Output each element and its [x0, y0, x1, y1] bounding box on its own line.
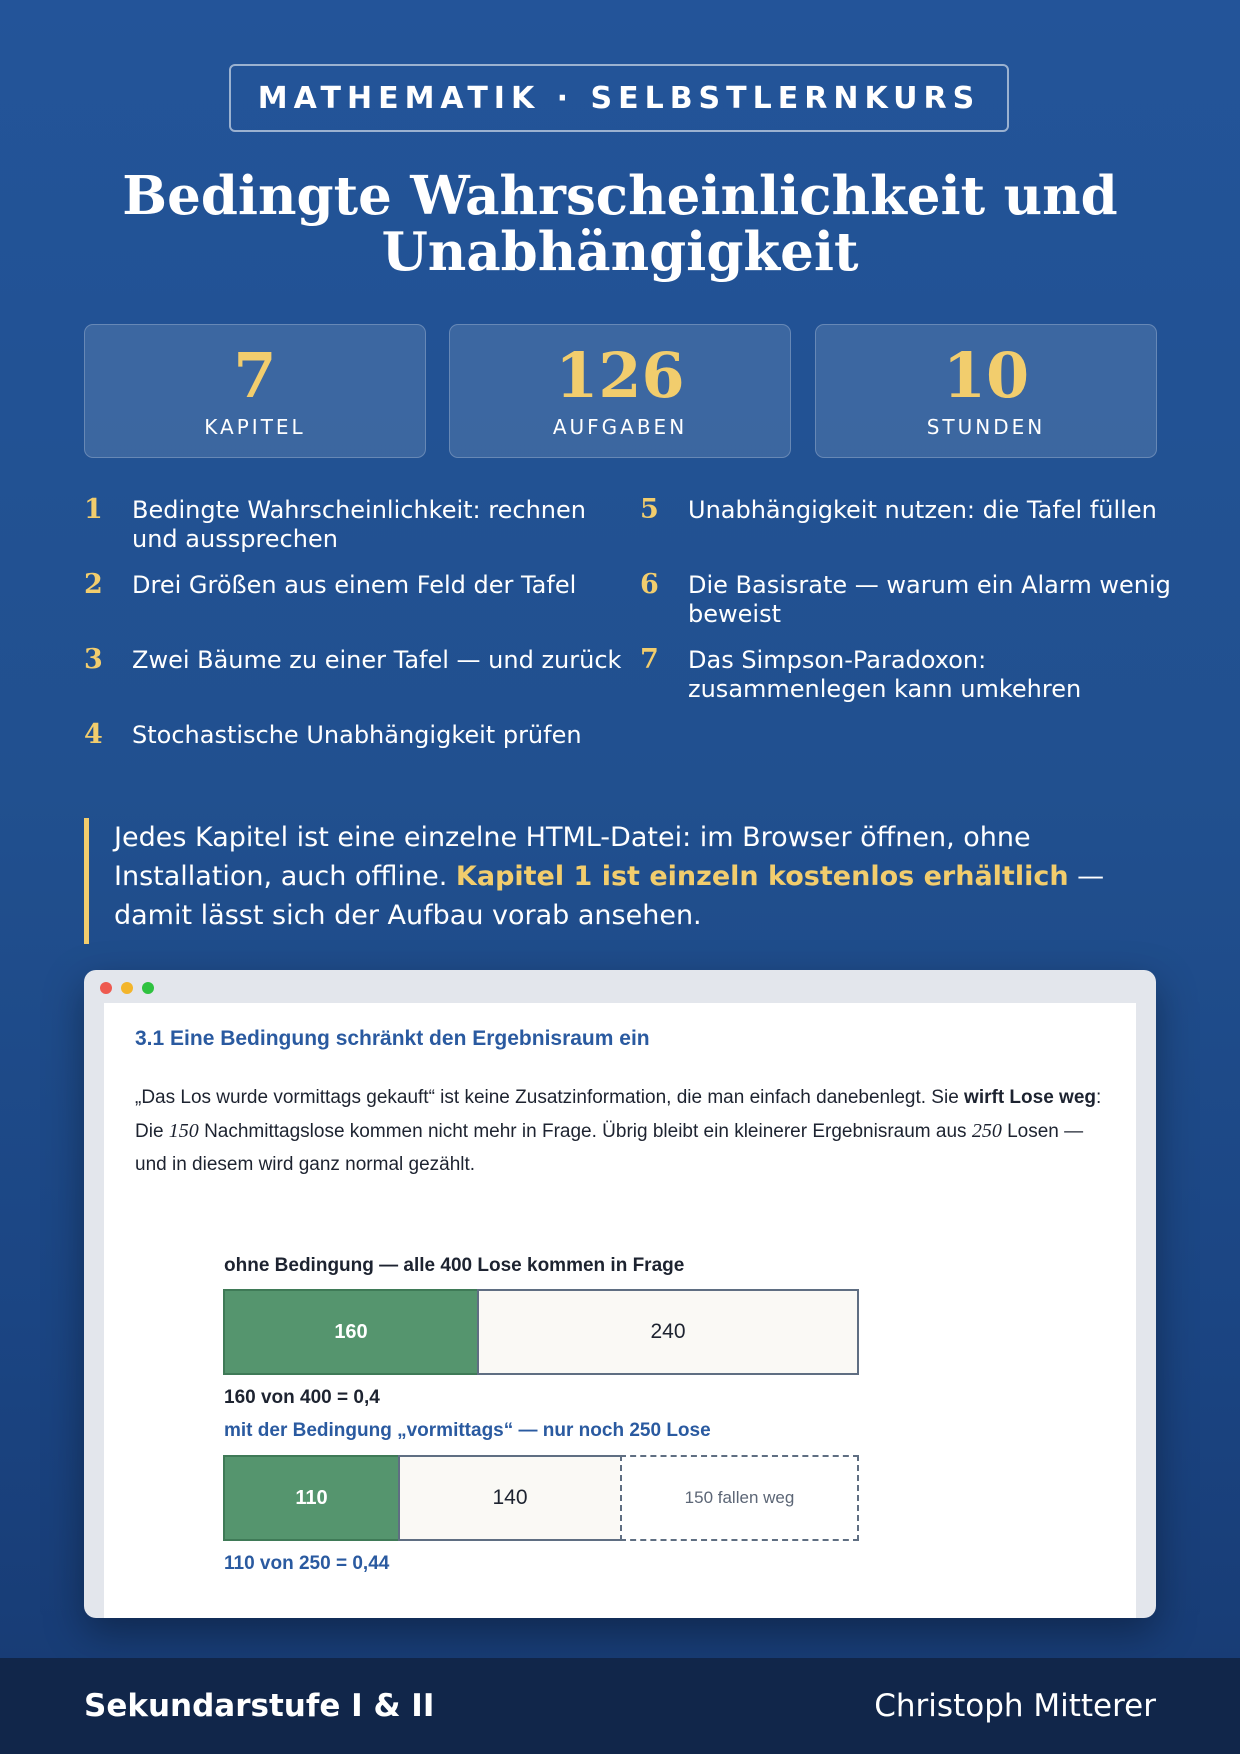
chapter-number: 2	[84, 569, 103, 600]
body-number: 150	[168, 1119, 199, 1142]
chapter-number: 5	[640, 494, 659, 525]
bar-segment-afternoon: 240	[477, 1289, 859, 1375]
body-text: Nachmittagslose kommen nicht mehr in Frage. Übrig bleibt ein kleinerer Ergebnisraum aus	[198, 1120, 972, 1142]
stat-exercises-number: 126	[555, 339, 685, 412]
section-title: 3.1 Eine Bedingung schränkt den Ergebnisraum ein	[135, 1027, 650, 1050]
format-note	[84, 818, 1144, 944]
chapter-number: 7	[640, 644, 659, 675]
stat-chapters-number: 7	[233, 339, 277, 412]
stat-chapters	[84, 324, 426, 458]
stat-hours	[815, 324, 1157, 458]
chapter-title: Drei Größen aus einem Feld der Tafel	[132, 571, 577, 599]
minimize-dot-icon	[121, 982, 133, 994]
stat-exercises-label: AUFGABEN	[552, 415, 688, 439]
close-dot-icon	[100, 982, 112, 994]
note-text: Jedes Kapitel ist eine einzelne HTML-Datei: im Browser öffnen, ohne Installation, auch offline.	[114, 822, 1031, 892]
bar-segment-morning: 160	[223, 1289, 479, 1375]
note-highlight: Kapitel 1 ist einzeln kostenlos erhältlich	[455, 861, 1069, 892]
preview-page	[104, 1003, 1136, 1618]
chapter-title: Die Basisrate — warum ein Alarm wenig beweist	[688, 571, 1171, 628]
page-title: Bedingte Wahrscheinlichkeit und Unabhängigkeit	[122, 165, 1118, 283]
body-number: 250	[971, 1119, 1002, 1142]
diagram-caption-conditioned: mit der Bedingung „vormittags“ — nur noch 250 Lose	[224, 1420, 711, 1441]
body-text: Losen — und in diesem wird ganz normal gezählt.	[135, 1120, 1084, 1175]
chapter-title: Unabhängigkeit nutzen: die Tafel füllen	[688, 496, 1157, 524]
chapter-title: Bedingte Wahrscheinlichkeit: rechnen und aussprechen	[132, 496, 586, 553]
maximize-dot-icon	[142, 982, 154, 994]
footer	[0, 1658, 1240, 1754]
browser-preview	[84, 970, 1156, 1618]
chapter-title: Stochastische Unabhängigkeit prüfen	[132, 721, 582, 749]
footer-author: Christoph Mitterer	[874, 1688, 1156, 1724]
body-text: : Die	[135, 1087, 1102, 1142]
chapter-number: 6	[640, 569, 659, 600]
chapter-title: Das Simpson-Paradoxon: zusammenlegen kann umkehren	[688, 646, 1082, 703]
stat-chapters-label: KAPITEL	[204, 415, 306, 439]
chapter-number: 1	[84, 494, 103, 525]
stat-hours-number: 10	[942, 339, 1030, 412]
stat-hours-label: STUNDEN	[926, 415, 1046, 439]
chapter-number: 3	[84, 644, 103, 675]
stat-exercises	[449, 324, 791, 458]
body-bold: wirft Lose weg	[964, 1087, 1097, 1108]
bar-segment-morning-win: 110	[223, 1455, 400, 1541]
course-kicker: MATHEMATIK · SELBSTLERNKURS	[229, 64, 1009, 132]
body-text: „Das Los wurde vormittags gekauft“ ist keine Zusatzinformation, die man einfach danebenlegt. Sie	[135, 1087, 965, 1108]
diagram-result-unconditioned: 160 von 400 = 0,4	[224, 1387, 380, 1408]
chapter-title: Zwei Bäume zu einer Tafel — und zurück	[132, 646, 622, 674]
footer-level: Sekundarstufe I & II	[84, 1688, 435, 1724]
section-body	[135, 1081, 1110, 1182]
diagram-result-conditioned: 110 von 250 = 0,44	[224, 1553, 390, 1574]
chapter-number: 4	[84, 719, 103, 750]
bar-segment-morning-rest: 140	[398, 1455, 622, 1541]
bar-segment-removed: 150 fallen weg	[620, 1455, 859, 1541]
diagram-caption-unconditioned: ohne Bedingung — alle 400 Lose kommen in Frage	[224, 1255, 685, 1276]
note-text: — damit lässt sich der Aufbau vorab ansehen.	[114, 861, 1105, 931]
